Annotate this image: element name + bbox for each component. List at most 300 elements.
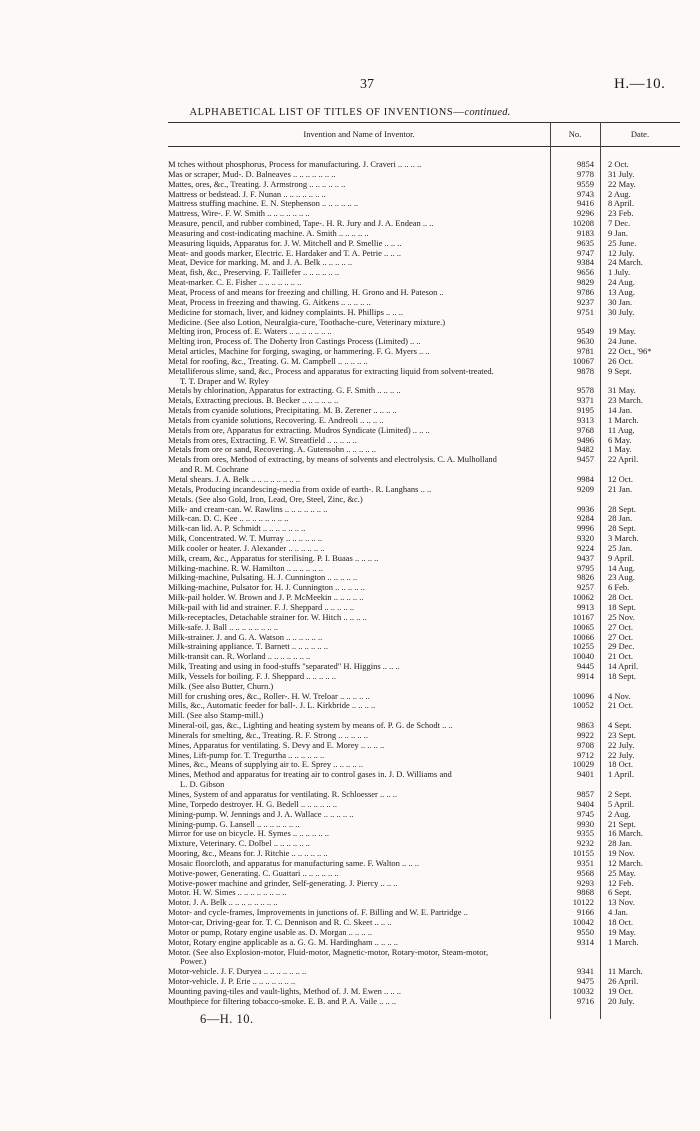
invention-date: 25 May. bbox=[608, 867, 636, 878]
invention-number: 9313 bbox=[577, 414, 594, 425]
invention-date: 21 Oct. bbox=[608, 700, 634, 711]
invention-title: Meat-marker. C. E. Fisher .. .. .. .. .. .. .. bbox=[168, 278, 302, 288]
invention-date: 21 Oct. bbox=[608, 651, 634, 662]
list-item bbox=[168, 603, 680, 613]
invention-date: 6 May. bbox=[608, 434, 632, 445]
list-item bbox=[168, 505, 680, 515]
invention-number: 9778 bbox=[577, 168, 594, 179]
list-item bbox=[168, 327, 680, 337]
invention-date: 23 Feb. bbox=[608, 208, 634, 219]
list-item bbox=[168, 672, 680, 682]
number-column-header: No. bbox=[568, 129, 582, 139]
invention-date: 26 April. bbox=[608, 976, 639, 987]
invention-date: 18 Sept. bbox=[608, 670, 636, 681]
header-bottom-rule bbox=[168, 146, 680, 147]
invention-number: 9747 bbox=[577, 247, 594, 258]
invention-date: 30 July. bbox=[608, 306, 635, 317]
invention-title: Motive-power, Generating. C. Guattari .. .. .. .. .. .. bbox=[168, 868, 339, 878]
invention-date: 24 Aug. bbox=[608, 277, 635, 288]
list-item bbox=[168, 839, 680, 849]
invention-number: 9656 bbox=[577, 267, 594, 278]
list-item bbox=[168, 209, 680, 219]
invention-date: 23 Sept. bbox=[608, 729, 636, 740]
invention-title: Metals from ores, Extracting. F. W. Streatfield .. .. .. .. .. bbox=[168, 435, 357, 445]
invention-date: 29 Dec. bbox=[608, 641, 635, 652]
invention-date: 12 July. bbox=[608, 247, 635, 258]
list-item bbox=[168, 288, 680, 298]
invention-title: Milk. (See also Butter, Churn.) bbox=[168, 681, 274, 691]
list-item bbox=[168, 711, 680, 721]
invention-number: 10096 bbox=[572, 690, 594, 701]
invention-title: Medicine. (See also Lotion, Neuralgia-cure, Toothache-cure, Veterinary mixture.) bbox=[168, 317, 446, 327]
list-item bbox=[168, 938, 680, 948]
invention-title: Motive-power machine and grinder, Self-generating. J. Piercy .. .. .. bbox=[168, 878, 398, 888]
invention-date: 31 July. bbox=[608, 168, 635, 179]
invention-date: 14 Aug. bbox=[608, 562, 635, 573]
invention-date: 4 Jan. bbox=[608, 907, 628, 918]
invention-number: 9984 bbox=[577, 474, 594, 484]
invention-number: 9708 bbox=[577, 739, 594, 750]
list-item bbox=[168, 731, 680, 741]
invention-date: 22 July. bbox=[608, 749, 635, 760]
list-item bbox=[168, 652, 680, 662]
invention-title: Mixture, Veterinary. C. Dolbel .. .. .. .. .. .. bbox=[168, 839, 310, 849]
list-item bbox=[168, 879, 680, 889]
invention-title: Measure, pencil, and rubber combined, Tape-. H. R. Jury and J. A. Endean .. .. bbox=[168, 219, 434, 229]
list-item bbox=[168, 701, 680, 711]
list-item bbox=[168, 967, 680, 977]
invention-date: 28 Jan. bbox=[608, 838, 633, 849]
invention-date: 7 Dec. bbox=[608, 218, 631, 229]
invention-number: 9371 bbox=[577, 395, 594, 406]
invention-date: 22 May. bbox=[608, 178, 636, 189]
heading-main: ALPHABETICAL LIST OF TITLES OF INVENTIONS— bbox=[189, 107, 465, 118]
list-item bbox=[168, 396, 680, 406]
invention-title: Milk- and cream-can. W. Rawlins .. .. .. .. .. .. .. bbox=[168, 504, 328, 514]
list-item bbox=[168, 219, 680, 229]
invention-title: Metals from cyanide solutions, Recovering. E. Andreoli .. .. .. .. bbox=[168, 415, 384, 425]
list-item bbox=[168, 751, 680, 761]
invention-title: Mills, &c., Automatic feeder for ball-. J. L. Kirkbride .. .. .. .. bbox=[168, 701, 376, 711]
invention-date: 28 Sept. bbox=[608, 503, 636, 514]
list-item-continuation bbox=[168, 780, 680, 790]
invention-title: Mining-pump. G. Lansell .. .. .. .. .. .. .. bbox=[168, 819, 300, 829]
list-item bbox=[168, 977, 680, 987]
invention-date: 3 March. bbox=[608, 533, 639, 544]
invention-number: 10167 bbox=[572, 611, 594, 622]
invention-title: Melting iron, Process of. The Doherty Iron Castings Process (Limited) .. .. bbox=[168, 337, 421, 347]
invention-number: 9237 bbox=[577, 296, 594, 307]
invention-number: 9355 bbox=[577, 828, 594, 839]
invention-number: 9768 bbox=[577, 424, 594, 435]
invention-title: Milk-straining appliance. T. Barnett .. .. .. .. .. .. bbox=[168, 642, 328, 652]
invention-date: 8 April. bbox=[608, 198, 634, 209]
invention-number: 9314 bbox=[577, 936, 594, 947]
invention-number: 9578 bbox=[577, 385, 594, 396]
invention-date: 22 July. bbox=[608, 739, 635, 750]
invention-date: 21 Sept. bbox=[608, 818, 636, 829]
invention-date: 19 May. bbox=[608, 326, 636, 337]
invention-number: 10052 bbox=[572, 700, 594, 711]
list-item bbox=[168, 898, 680, 908]
list-item bbox=[168, 278, 680, 288]
invention-date: 22 Oct., '96* bbox=[608, 346, 652, 357]
invention-title: Metals. (See also Gold, Iron, Lead, Ore, Steel, Zinc, &c.) bbox=[168, 494, 363, 504]
invention-number: 9320 bbox=[577, 533, 594, 544]
list-item bbox=[168, 199, 680, 209]
invention-title: Metal shears. J. A. Belk .. .. .. .. .. .. .. .. bbox=[168, 475, 300, 484]
invention-date: 20 July. bbox=[608, 995, 635, 1006]
invention-date: 31 May. bbox=[608, 385, 636, 396]
invention-number: 9795 bbox=[577, 562, 594, 573]
invention-number: 9550 bbox=[577, 926, 594, 937]
invention-number: 9457 bbox=[577, 454, 594, 465]
invention-title: Mosaic floorcloth, and apparatus for manufacturing same. F. Walton .. .. .. bbox=[168, 858, 420, 868]
list-item bbox=[168, 918, 680, 928]
invention-title: Mines, Method and apparatus for treating air to control gases in. J. D. Williams and bbox=[168, 770, 452, 780]
invention-date: 14 April. bbox=[608, 661, 639, 672]
list-item-continuation bbox=[168, 377, 680, 387]
invention-title: Mining-pump. W. Jennings and J. A. Wallace .. .. .. .. .. bbox=[168, 809, 354, 819]
invention-title: Melting iron, Process of. E. Waters .. .. .. .. .. .. .. bbox=[168, 327, 332, 337]
list-item bbox=[168, 721, 680, 731]
invention-date: 1 April. bbox=[608, 769, 634, 780]
invention-date: 6 Feb. bbox=[608, 582, 630, 593]
invention-date: 27 Oct. bbox=[608, 621, 634, 632]
invention-title: Meat- and goods marker, Electric. E. Hardaker and T. A. Petrie .. .. .. bbox=[168, 248, 402, 258]
list-item bbox=[168, 229, 680, 239]
invention-number: 9878 bbox=[577, 365, 594, 376]
invention-title: Milk, Concentrated. W. T. Murray .. .. .. .. .. .. bbox=[168, 534, 323, 544]
invention-title: Meat, fish, &c., Preserving. F. Taillefer .. .. .. .. .. .. bbox=[168, 268, 340, 278]
invention-number: 9854 bbox=[577, 159, 594, 169]
invention-date: 22 April. bbox=[608, 454, 639, 465]
invention-number: 9863 bbox=[577, 720, 594, 731]
invention-date: 9 April. bbox=[608, 552, 634, 563]
invention-title: Milk-pail with lid and strainer. F. J. Sheppard .. .. .. .. .. bbox=[168, 602, 355, 612]
invention-number: 9224 bbox=[577, 542, 594, 553]
invention-number: 9936 bbox=[577, 503, 594, 514]
invention-date: 1 March. bbox=[608, 414, 639, 425]
invention-number: 10029 bbox=[572, 759, 594, 770]
list-item bbox=[168, 790, 680, 800]
invention-date: 2 Sept. bbox=[608, 789, 632, 799]
invention-date: 6 Sept. bbox=[608, 887, 632, 898]
list-item bbox=[168, 347, 680, 357]
invention-number: 9437 bbox=[577, 552, 594, 563]
invention-date: 12 Feb. bbox=[608, 877, 634, 888]
invention-title: Metal articles, Machine for forging, swaging, or hammering. F. G. Myers .. .. bbox=[168, 347, 430, 357]
date-column-header: Date. bbox=[630, 129, 650, 139]
signature-mark: 6—H. 10. bbox=[200, 1012, 254, 1026]
list-item bbox=[168, 534, 680, 544]
invention-title: Milk, cream, &c., Apparatus for sterilising. P. I. Buaas .. .. .. .. bbox=[168, 553, 379, 563]
invention-date: 28 Jan. bbox=[608, 513, 633, 524]
invention-number: 10255 bbox=[572, 641, 594, 652]
invention-date: 13 Aug. bbox=[608, 286, 635, 297]
invention-title: Mines, Lift-pump for. T. Tregurtha .. .. .. .. .. .. bbox=[168, 750, 325, 760]
invention-title: Meat, Process in freezing and thawing. G. Aitkens .. .. .. .. .. bbox=[168, 297, 371, 307]
list-item bbox=[168, 514, 680, 524]
invention-number: 9209 bbox=[577, 483, 594, 494]
invention-title: Meat, Device for marking. M. and J. A. Belk .. .. .. .. .. bbox=[168, 258, 353, 268]
invention-title: Mooring, &c., Means for. J. Ritchie .. .. .. .. .. .. bbox=[168, 849, 328, 859]
invention-date: 19 Nov. bbox=[608, 848, 635, 859]
invention-date: 13 Nov. bbox=[608, 897, 635, 908]
document-reference: H.—10. bbox=[614, 76, 666, 92]
invention-number: 9930 bbox=[577, 818, 594, 829]
list-item bbox=[168, 386, 680, 396]
list-item bbox=[168, 859, 680, 869]
list-item bbox=[168, 406, 680, 416]
invention-date: 23 March. bbox=[608, 395, 643, 406]
list-item bbox=[168, 908, 680, 918]
invention-number: 9712 bbox=[577, 749, 594, 760]
invention-title: Milk-safe. J. Ball .. .. .. .. .. .. .. .. bbox=[168, 622, 279, 632]
invention-number: 9857 bbox=[577, 789, 594, 799]
invention-date: 18 Sept. bbox=[608, 601, 636, 612]
invention-title: Motor- and cycle-frames, Improvements in junctions of. F. Billing and W. E. Partridge .. bbox=[168, 908, 468, 918]
invention-date: 4 Nov. bbox=[608, 690, 631, 701]
invention-title: Mineral-oil, gas, &c., Lighting and heating system by means of. P. G. de Schodt .. .. bbox=[168, 721, 453, 731]
invention-title: Meat, Process of and means for freezing and chilling. H. Grono and H. Pateson .. bbox=[168, 287, 444, 297]
list-item bbox=[168, 445, 680, 455]
invention-date: 16 March. bbox=[608, 828, 643, 839]
invention-number: 10067 bbox=[572, 355, 594, 366]
invention-title: Motor-car, Driving-gear for. T. C. Dennison and R. C. Skeet .. .. .. bbox=[168, 917, 392, 927]
invention-title: Mattress, Wire-. F. W. Smith .. .. .. .. .. .. .. bbox=[168, 209, 310, 219]
list-item-continuation bbox=[168, 465, 680, 475]
invention-number: 9284 bbox=[577, 513, 594, 524]
list-item bbox=[168, 613, 680, 623]
list-heading bbox=[0, 107, 700, 118]
invention-number: 9166 bbox=[577, 907, 594, 918]
invention-title: Motor. (See also Explosion-motor, Fluid-motor, Magnetic-motor, Rotary-motor, Steam-motor, bbox=[168, 947, 489, 957]
invention-title: Metals by chlorination, Apparatus for extracting. G. F. Smith .. .. .. .. bbox=[168, 386, 401, 396]
invention-title: Mill. (See also Stamp-mill.) bbox=[168, 711, 264, 721]
invention-number: 9630 bbox=[577, 336, 594, 347]
invention-title: Mattress stuffing machine. E. N. Stephenson .. .. .. .. .. .. bbox=[168, 199, 359, 209]
invention-number: 9786 bbox=[577, 286, 594, 297]
invention-title: Milk-transit can. R. Worland .. .. .. .. .. .. .. bbox=[168, 652, 311, 662]
invention-title: Mines, System of and apparatus for ventilating. R. Schloesser .. .. .. bbox=[168, 790, 397, 799]
invention-title: Motor. J. A. Belk .. .. .. .. .. .. .. .. bbox=[168, 898, 278, 908]
page-number: 37 bbox=[360, 77, 374, 92]
invention-date: 1 July. bbox=[608, 267, 631, 278]
list-item bbox=[168, 888, 680, 898]
list-item bbox=[168, 337, 680, 347]
invention-title: Motor or pump, Rotary engine usable as. D. Morgan .. .. .. .. bbox=[168, 927, 373, 937]
list-item bbox=[168, 318, 680, 328]
list-item bbox=[168, 810, 680, 820]
list-item bbox=[168, 367, 680, 377]
invention-date: 27 Oct. bbox=[608, 631, 634, 642]
list-item bbox=[168, 239, 680, 249]
invention-number: 9445 bbox=[577, 661, 594, 672]
invention-date: 1 May. bbox=[608, 444, 632, 455]
list-item bbox=[168, 249, 680, 259]
invention-number: 10066 bbox=[572, 631, 594, 642]
invention-number: 9183 bbox=[577, 227, 594, 238]
invention-title: M tches without phosphorus, Process for manufacturing. J. Craveri .. .. .. .. bbox=[168, 160, 422, 169]
invention-number: 9914 bbox=[577, 670, 594, 681]
invention-number: 9922 bbox=[577, 729, 594, 740]
invention-title: Motor, Rotary engine applicable as a. G. G. M. Hardingham .. .. .. .. bbox=[168, 937, 399, 947]
invention-number: 9568 bbox=[577, 867, 594, 878]
list-item-continuation bbox=[168, 957, 680, 967]
list-item bbox=[168, 160, 680, 170]
list-item bbox=[168, 258, 680, 268]
list-item bbox=[168, 416, 680, 426]
list-item bbox=[168, 633, 680, 643]
invention-number: 9296 bbox=[577, 208, 594, 219]
invention-number: 9635 bbox=[577, 237, 594, 248]
invention-title: Milk-can lid. A. P. Schmidt .. .. .. .. .. .. .. bbox=[168, 524, 306, 534]
list-item bbox=[168, 820, 680, 830]
invention-date: 24 June. bbox=[608, 336, 637, 347]
invention-number: 9559 bbox=[577, 178, 594, 189]
invention-number: 9829 bbox=[577, 277, 594, 288]
table-top-rule bbox=[168, 122, 680, 123]
invention-title: Milk cooler or heater. J. Alexander .. .. .. .. .. .. bbox=[168, 543, 325, 553]
list-item bbox=[168, 593, 680, 603]
invention-date: 12 March. bbox=[608, 857, 643, 868]
invention-date: 14 Jan. bbox=[608, 405, 633, 416]
invention-date: 25 Nov. bbox=[608, 611, 635, 622]
invention-date: 26 Oct. bbox=[608, 355, 634, 366]
list-item bbox=[168, 849, 680, 859]
invention-number: 9913 bbox=[577, 601, 594, 612]
invention-title: Metalliferous slime, sand, &c., Process and apparatus for extracting liquid from solvent-treated. bbox=[168, 366, 494, 376]
list-item bbox=[168, 623, 680, 633]
invention-title: and R. M. Cochrane bbox=[180, 465, 249, 475]
invention-date: 2 Aug. bbox=[608, 808, 631, 819]
invention-title: Medicine for stomach, liver, and kidney complaints. H. Phillips .. .. .. bbox=[168, 307, 404, 317]
invention-title: Mattes, ores, &c., Treating. J. Armstrong .. .. .. .. .. .. bbox=[168, 179, 346, 189]
list-item bbox=[168, 987, 680, 997]
invention-number: 9751 bbox=[577, 306, 594, 317]
invention-title: Metals, Extracting precious. B. Becker .. .. .. .. .. .. bbox=[168, 396, 339, 406]
list-item bbox=[168, 800, 680, 810]
invention-number: 9475 bbox=[577, 976, 594, 987]
invention-number: 9401 bbox=[577, 769, 594, 780]
invention-title: Metals from cyanide solutions, Precipitating. M. B. Zerener .. .. .. .. bbox=[168, 406, 397, 416]
invention-number: 9743 bbox=[577, 188, 594, 199]
invention-title: Milk, Vessels for boiling. F. J. Sheppard .. .. .. .. .. bbox=[168, 671, 336, 681]
invention-title: Motor-vehicle. J. P. Erie .. .. .. .. .. .. .. bbox=[168, 977, 296, 987]
invention-number: 9826 bbox=[577, 572, 594, 583]
invention-number: 9232 bbox=[577, 838, 594, 849]
invention-title: Mattress or bedstead. J. F. Nunan .. .. .. .. .. .. .. bbox=[168, 189, 326, 199]
invention-date: 19 May. bbox=[608, 926, 636, 937]
heading-continued: continued. bbox=[464, 107, 511, 118]
list-item bbox=[168, 308, 680, 318]
list-item bbox=[168, 170, 680, 180]
invention-title: Motor. H. W. Simes .. .. .. .. .. .. .. .. bbox=[168, 888, 287, 898]
invention-number: 9868 bbox=[577, 887, 594, 898]
invention-title: Metals, Producing incandescing-media from oxide of earth-. R. Langhans .. .. bbox=[168, 484, 432, 494]
list-item bbox=[168, 770, 680, 780]
invention-title: Mill for crushing ores, &c., Roller-. H. W. Treloar .. .. .. .. .. bbox=[168, 691, 370, 701]
list-item bbox=[168, 829, 680, 839]
invention-title: Metals from ores, Method of extracting, by means of solvents and electrolysis. C. A. Mulholland bbox=[168, 455, 497, 465]
invention-date: 1 March. bbox=[608, 936, 639, 947]
invention-date: 19 Oct. bbox=[608, 985, 634, 996]
invention-title: Milk-can. D. C. Kee .. .. .. .. .. .. .. .. bbox=[168, 514, 289, 524]
invention-number: 9351 bbox=[577, 857, 594, 868]
invention-title: L. D. Gibson bbox=[180, 780, 225, 790]
list-item bbox=[168, 564, 680, 574]
invention-date: 12 Oct. bbox=[608, 474, 634, 484]
invention-number: 9745 bbox=[577, 808, 594, 819]
invention-title: Metals from ore, Apparatus for extracting. Mudros Syndicate (Limited) .. .. .. bbox=[168, 425, 430, 435]
invention-title: Mas or scraper, Mud-. D. Balneaves .. .. .. .. .. .. .. bbox=[168, 169, 336, 179]
invention-number: 9716 bbox=[577, 995, 594, 1006]
invention-title: Mines, &c., Means of supplying air to. E. Sprey .. .. .. .. .. bbox=[168, 760, 364, 770]
list-item bbox=[168, 455, 680, 465]
list-item bbox=[168, 436, 680, 446]
invention-number: 10155 bbox=[572, 848, 594, 859]
list-item bbox=[168, 268, 680, 278]
invention-title: Milking-machine. R. W. Hamilton .. .. .. .. .. .. bbox=[168, 563, 323, 573]
invention-number: 9496 bbox=[577, 434, 594, 445]
invention-title: Mine, Torpedo destroyer. H. G. Bedell .. .. .. .. .. .. bbox=[168, 799, 337, 809]
invention-number: 9257 bbox=[577, 582, 594, 593]
list-item bbox=[168, 928, 680, 938]
invention-date: 2 Aug. bbox=[608, 188, 631, 199]
invention-title: Measuring and cost-indicating machine. A. Smith .. .. .. .. .. bbox=[168, 228, 369, 238]
invention-date: 18 Oct. bbox=[608, 759, 634, 770]
list-item bbox=[168, 948, 680, 958]
invention-title: Mouthpiece for filtering tobacco-smoke. E. B. and P. A. Vaile .. .. .. bbox=[168, 996, 397, 1006]
invention-number: 9781 bbox=[577, 346, 594, 357]
invention-number: 10040 bbox=[572, 651, 594, 662]
invention-title: Milk, Treating and using in food-stuffs "separated" H. Higgins .. .. .. bbox=[168, 662, 400, 672]
invention-title: Milk-strainer. J. and G. A. Watson .. .. .. .. .. .. bbox=[168, 632, 323, 642]
list-item bbox=[168, 692, 680, 702]
invention-title: Motor-vehicle. J. F. Duryea .. .. .. .. .. .. .. bbox=[168, 967, 307, 977]
invention-number: 9549 bbox=[577, 326, 594, 337]
invention-title: Milking-machine, Pulsator for. H. J. Cunnington .. .. .. .. .. bbox=[168, 583, 365, 593]
invention-date: 25 June. bbox=[608, 237, 637, 248]
invention-date: 11 March. bbox=[608, 966, 643, 977]
invention-number: 10122 bbox=[572, 897, 594, 908]
invention-number: 10062 bbox=[572, 592, 594, 603]
invention-date: 5 April. bbox=[608, 798, 634, 809]
list-item bbox=[168, 495, 680, 505]
invention-title: Milk-pail holder. W. Brown and J. P. McMeekin .. .. .. .. .. bbox=[168, 593, 364, 603]
list-item bbox=[168, 426, 680, 436]
inventions-list bbox=[168, 160, 680, 1007]
list-item bbox=[168, 544, 680, 554]
list-item bbox=[168, 554, 680, 564]
invention-title: Mounting paving-tiles and vault-lights, Method of. J. M. Ewen .. .. .. bbox=[168, 986, 402, 996]
invention-number: 9482 bbox=[577, 444, 594, 455]
invention-title: T. T. Draper and W. Ryley bbox=[180, 376, 269, 386]
invention-number: 10042 bbox=[572, 916, 594, 927]
invention-date: 23 Aug. bbox=[608, 572, 635, 583]
list-item bbox=[168, 180, 680, 190]
invention-column-header: Invention and Name of Inventor. bbox=[303, 129, 415, 139]
invention-number: 10208 bbox=[572, 218, 594, 229]
invention-date: 9 Sept. bbox=[608, 365, 632, 376]
invention-number: 9416 bbox=[577, 198, 594, 209]
list-item bbox=[168, 573, 680, 583]
list-item bbox=[168, 662, 680, 672]
list-item bbox=[168, 524, 680, 534]
invention-number: 10065 bbox=[572, 621, 594, 632]
invention-date: 28 Sept. bbox=[608, 523, 636, 534]
